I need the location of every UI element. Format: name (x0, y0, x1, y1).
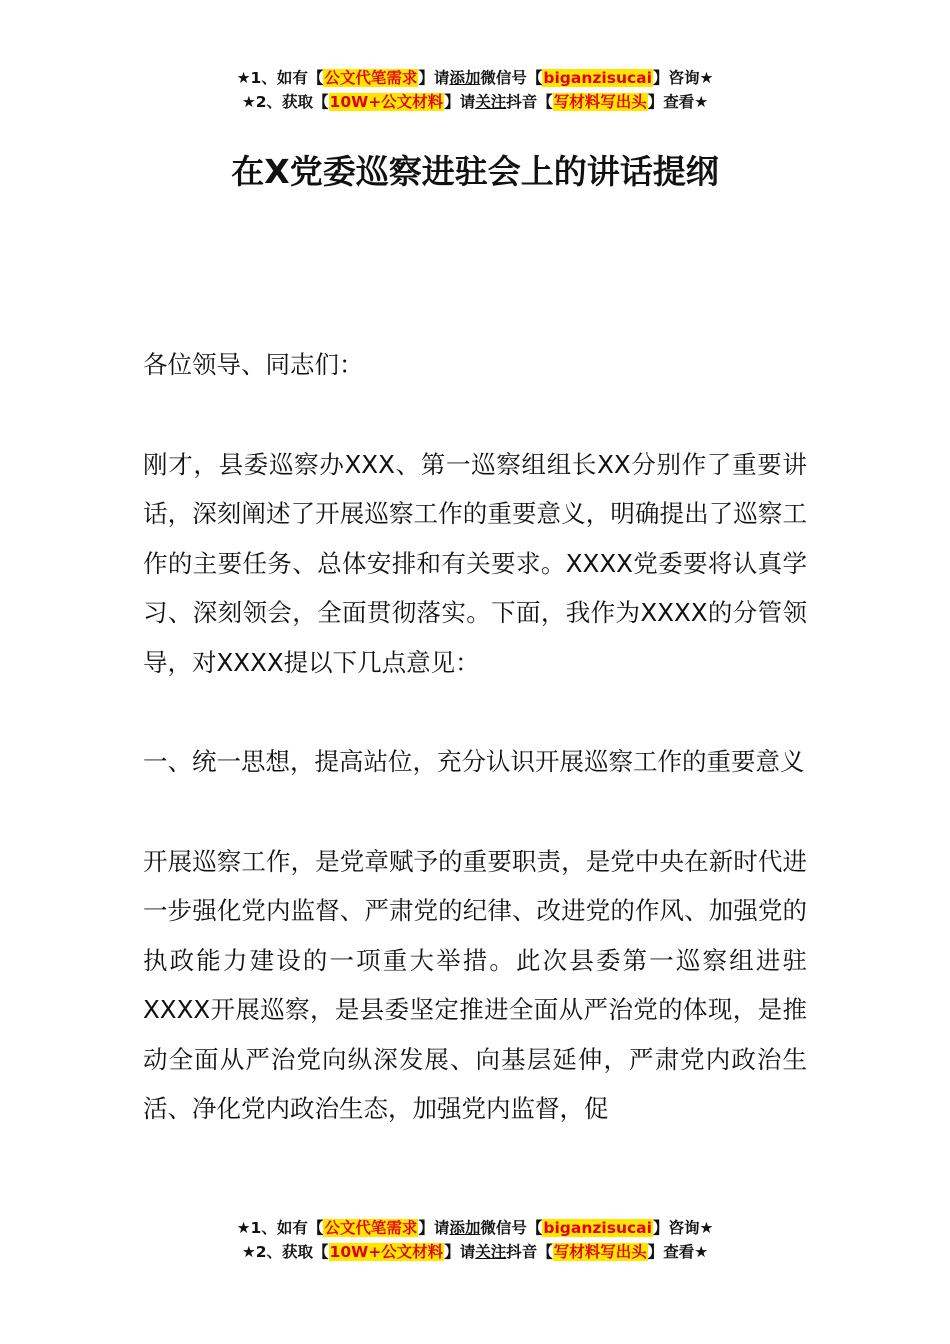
banner-text: 】请 (418, 1219, 450, 1237)
banner-underline: 添加 (449, 69, 481, 87)
banner-text: ★1、如有【 (236, 69, 324, 87)
banner-underline: 添加 (449, 1219, 481, 1237)
banner-text: 微信号【 (480, 69, 543, 87)
banner-text: 】请 (418, 69, 450, 87)
document-body (143, 340, 807, 1184)
banner-text: 微信号【 (480, 1219, 543, 1237)
banner-text: 】咨询★ (652, 1219, 714, 1237)
banner-text: 】请 (444, 93, 476, 111)
footer-banner-line-1 (0, 1216, 950, 1240)
banner-highlight: 公文代笔需求 (324, 1219, 418, 1237)
section-heading: 一、统一思想，提高站位，充分认识开展巡察工作的重要意义 (143, 747, 805, 776)
salutation: 各位领导、同志们： (143, 350, 364, 379)
paragraph: 刚才，县委巡察办XXX、第一巡察组组长XX分别作了重要讲话，深刻阐述了开展巡察工作的重要意义，明确提出了巡察工作的主要任务、总体安排和有关要求。XXXX党委要将认真学习、深刻领会，全面贯彻落实。下面，我作为XXXX的分管领导，对XXXX提以下几点意见： (143, 449, 807, 677)
banner-highlight: 10W+公文材料 (329, 1243, 444, 1261)
banner-text: 抖音【 (506, 1243, 553, 1261)
footer-banner-line-2 (0, 1240, 950, 1264)
paragraph: 开展巡察工作，是党章赋予的重要职责，是党中央在新时代进一步强化党内监督、严肃党的纪律、改进党的作风、加强党的执政能力建设的一项重大举措。此次县委第一巡察组进驻XXXX开展巡察，是县委坚定推进全面从严治党的体现，是推动全面从严治党向纵深发展、向基层延伸，严肃党内政治生活、净化党内政治生态，加强党内监督，促 (143, 846, 807, 1123)
banner-highlight: 10W+公文材料 (329, 93, 444, 111)
footer-banner (0, 1216, 950, 1264)
header-banner (0, 66, 950, 114)
banner-text: ★1、如有【 (236, 1219, 324, 1237)
banner-highlight-douyin-id: 写材料写出头 (553, 1243, 647, 1261)
banner-text: 】查看★ (647, 1243, 709, 1261)
banner-highlight-wechat-id: biganzisucai (543, 69, 652, 87)
header-banner-line-1 (0, 66, 950, 90)
banner-underline: 关注 (475, 93, 507, 111)
banner-text: 】查看★ (647, 93, 709, 111)
banner-highlight-douyin-id: 写材料写出头 (553, 93, 647, 111)
banner-highlight: 公文代笔需求 (324, 69, 418, 87)
banner-highlight-wechat-id: biganzisucai (543, 1219, 652, 1237)
banner-text: 】请 (444, 1243, 476, 1261)
banner-text: 】咨询★ (652, 69, 714, 87)
banner-text: ★2、获取【 (241, 1243, 329, 1261)
banner-text: 抖音【 (506, 93, 553, 111)
header-banner-line-2 (0, 90, 950, 114)
document-title: 在X党委巡察进驻会上的讲话提纲 (231, 152, 719, 191)
banner-text: ★2、获取【 (241, 93, 329, 111)
banner-underline: 关注 (475, 1243, 507, 1261)
